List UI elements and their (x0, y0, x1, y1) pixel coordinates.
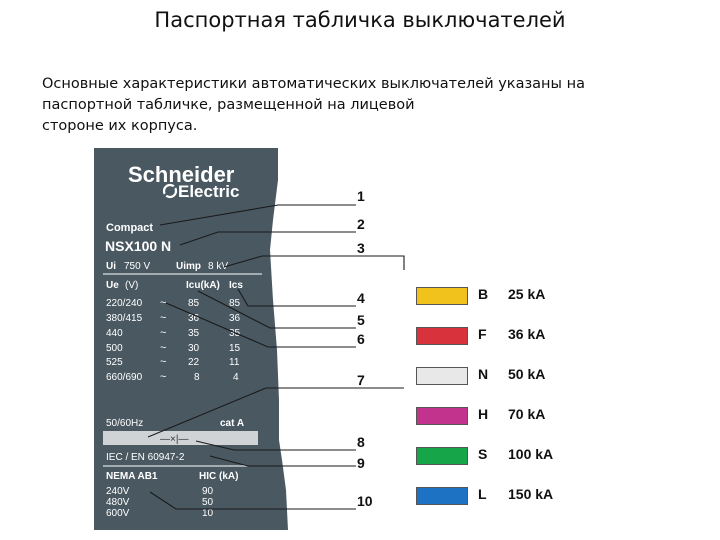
ue-header: Ue (106, 280, 119, 291)
ics-value: 11 (229, 357, 240, 368)
callout-number: 8 (357, 434, 365, 450)
legend-row (404, 396, 572, 436)
legend-letter: N (478, 366, 489, 382)
legend-value: 70 kA (508, 406, 546, 422)
ue-value: 525 (106, 357, 123, 368)
intro-line: стороне их корпуса. (42, 118, 198, 134)
nema-label: NEMA AB1 (106, 471, 158, 482)
legend-letter: L (478, 486, 487, 502)
ics-value: 4 (233, 372, 239, 383)
ac-icon: ~ (160, 356, 167, 368)
legend-letter: S (478, 446, 488, 462)
nema-voltage: 240V (106, 486, 130, 497)
color-swatch (416, 487, 468, 505)
callout-number: 9 (357, 455, 365, 471)
color-swatch (416, 367, 468, 385)
legend-value: 25 kA (508, 286, 546, 302)
icu-value: 8 (194, 372, 200, 383)
icu-value: 35 (188, 328, 200, 339)
ue-value: 380/415 (106, 313, 143, 324)
nema-hic: 90 (202, 486, 214, 497)
legend-row (404, 276, 572, 316)
leader-line-legend (356, 256, 404, 270)
intro-line: Основные характеристики автоматических выключателей указаны на (42, 76, 585, 92)
uimp-label: Uimp (176, 261, 201, 272)
nema-hic: 10 (202, 508, 214, 519)
icu-header: Icu(kA) (186, 280, 220, 291)
ac-icon: ~ (160, 371, 167, 383)
model-label: NSX100 N (105, 238, 172, 254)
legend-value: 150 kA (508, 486, 554, 502)
color-swatch (416, 287, 468, 305)
legend-row (404, 436, 572, 476)
legend-row (404, 476, 572, 516)
callout-number: 7 (357, 372, 365, 388)
ac-icon: ~ (160, 327, 167, 339)
legend-letter: B (478, 286, 489, 302)
ue-value: 500 (106, 343, 123, 354)
ui-label: Ui (106, 261, 116, 272)
ue-value: 440 (106, 328, 123, 339)
standard-label: IEC / EN 60947-2 (106, 452, 185, 463)
callout-number: 3 (357, 240, 365, 256)
icu-value: 85 (188, 298, 200, 309)
callout-number: 2 (357, 216, 365, 232)
icu-value: 22 (188, 357, 200, 368)
color-swatch (416, 327, 468, 345)
legend-value: 100 kA (508, 446, 554, 462)
nema-hic: 50 (202, 497, 214, 508)
page-title: Паспортная табличка выключателей (154, 8, 566, 32)
ics-value: 36 (229, 313, 241, 324)
ac-icon: ~ (160, 342, 167, 354)
ue-unit: (V) (125, 280, 139, 291)
ac-icon: ~ (160, 312, 167, 324)
ics-header: Ics (229, 280, 243, 291)
series-label: Compact (106, 222, 154, 234)
ac-icon: ~ (160, 297, 167, 309)
icu-value: 36 (188, 313, 200, 324)
uimp-value: 8 kV (208, 261, 229, 272)
category-label: cat A (220, 418, 245, 429)
frequency-label: 50/60Hz (106, 418, 144, 429)
ue-value: 220/240 (106, 298, 143, 309)
callout-number: 4 (357, 290, 365, 306)
ics-value: 85 (229, 298, 241, 309)
isolation-symbol-icon: —×|— (160, 434, 189, 445)
ics-value: 15 (229, 343, 241, 354)
hic-label: HIC (kA) (199, 471, 239, 482)
color-swatch (416, 407, 468, 425)
legend-letter: F (478, 326, 487, 342)
callout-number: 5 (357, 312, 365, 328)
intro-line: паспортной табличке, размещенной на лицевой (42, 97, 415, 113)
brand-electric: Electric (178, 182, 240, 201)
nema-voltage: 600V (106, 508, 130, 519)
ui-value: 750 V (124, 261, 151, 272)
callout-number: 6 (357, 331, 365, 347)
ue-value: 660/690 (106, 372, 143, 383)
color-swatch (416, 447, 468, 465)
callout-number: 10 (357, 493, 373, 509)
legend-value: 50 kA (508, 366, 546, 382)
icu-value: 30 (188, 343, 200, 354)
nema-voltage: 480V (106, 497, 130, 508)
brand-name: Schneider (128, 162, 235, 187)
legend-row (404, 316, 572, 356)
breaking-capacity-legend (404, 270, 572, 506)
ics-value: 35 (229, 328, 241, 339)
legend-value: 36 kA (508, 326, 546, 342)
legend-row (404, 356, 572, 396)
legend-letter: H (478, 406, 489, 422)
callout-number: 1 (357, 188, 365, 204)
